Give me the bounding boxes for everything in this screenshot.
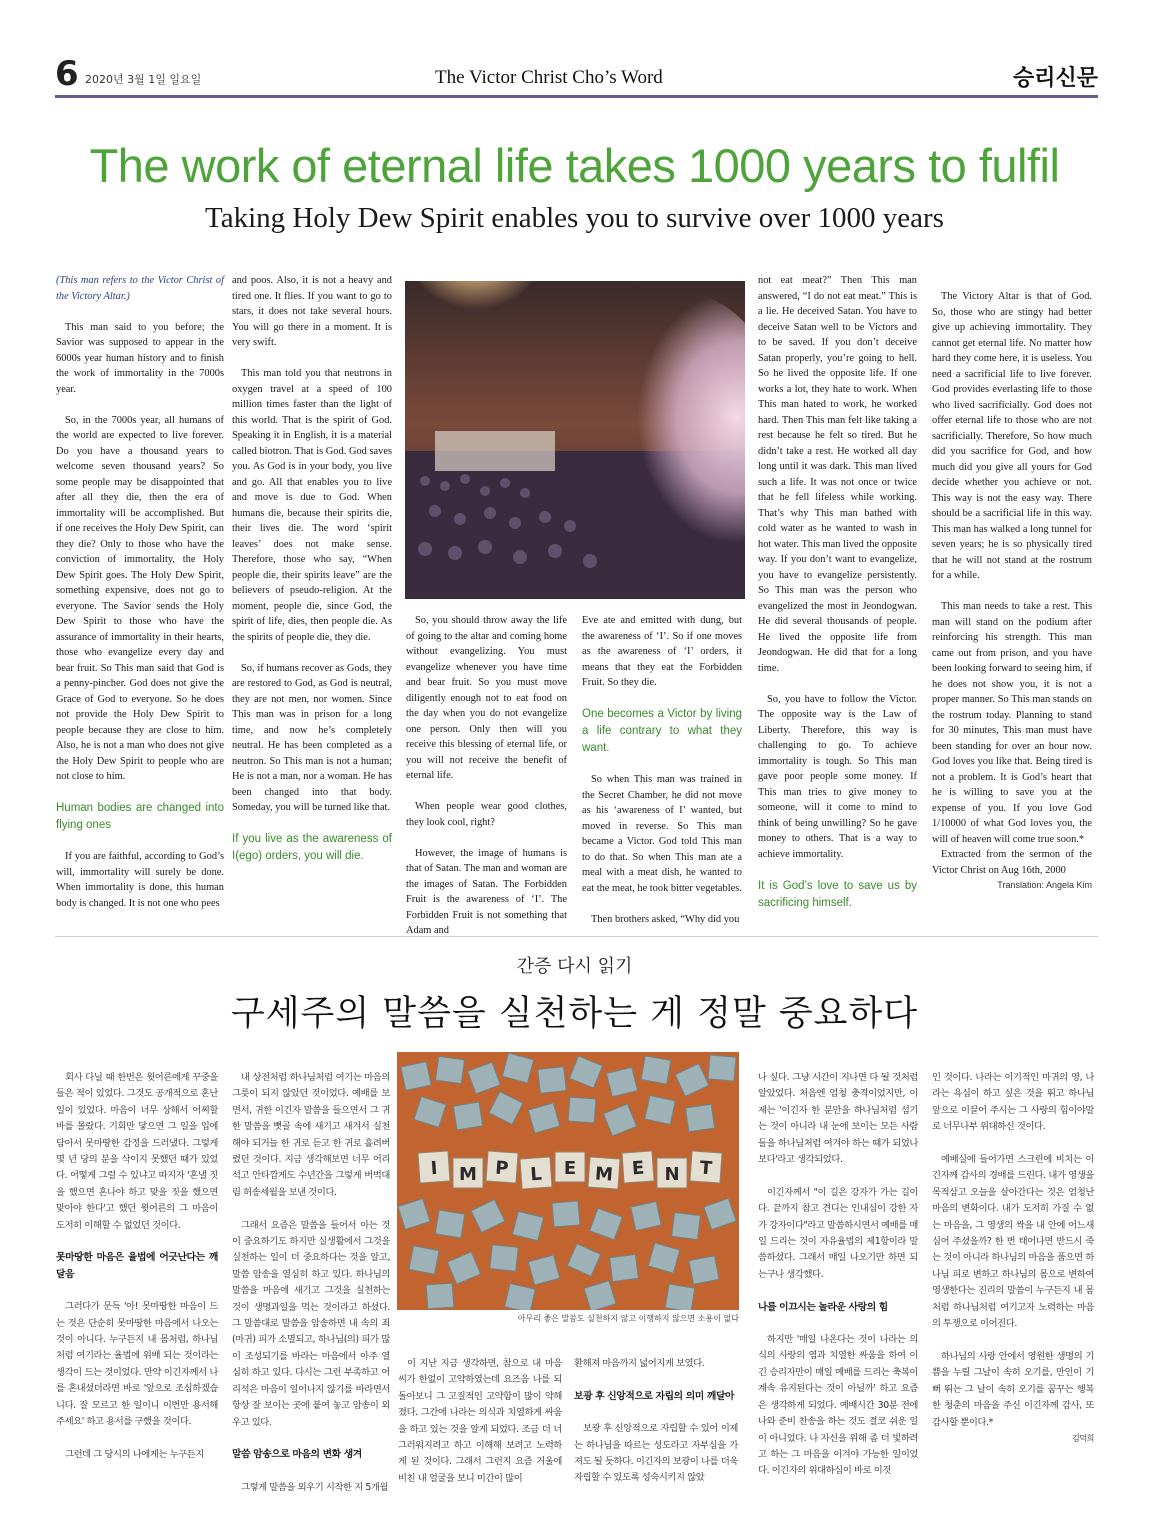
svg-text:N: N xyxy=(664,1164,680,1185)
sermon-hall-image xyxy=(405,281,745,599)
paragraph: 이 지난 지금 생각하면, 참으로 내 마음씨가 한없이 고약하였는데 요즈음 나를 되돌아보니 그 고질적인 고약함이 많이 약해졌다. 그간에 나라는 의식과 치열하게 싸움을 하고 있는 것을 알게 되었다. 조금 더 너그러워지려고 하고 이해해 보려고 노력하게 된 것이다. 그래서 그런지 요즘 거울에 비친 내 얼굴을 보니 미간이 많이 xyxy=(398,1358,562,1484)
author-name: 김덕희 xyxy=(1072,1433,1094,1443)
korean-column-2 xyxy=(232,1070,390,1496)
article-lead: (This man refers to the Victor Christ of the Victory Altar.) xyxy=(56,275,224,302)
section-title: The Victor Christ Cho’s Word xyxy=(435,67,663,88)
photo-caption: 아무리 좋은 말씀도 실천하지 않고 이행하지 않으면 소용이 없다 xyxy=(517,1314,739,1323)
paragraph: 그래서 요즘은 말씀을 들어서 아는 것이 중요하기도 하지만 실생활에서 그것을 실천하는 일이 더 중요하다는 것을 알고, 말씀 암송을 열심히 하고 있다. 하나님의 말씀을 마음에 새기고 그것을 실천하는 것이 생명과일을 먹는 것이라고 하셨다. 그 말씀대로 말씀을 암송하면 내 속의 죄(마귀) 피가 소멸되고, 하나님(의) 피가 많이 조성되기를 바라는 마음에서 아주 열심히 하고 있다. 다시는 그런 부족하고 어리석은 마음이 일어나지 않기를 바라면서 항상 잘 보이는 곳에 붙여 놓고 암송이 외우고 있다. xyxy=(232,1219,390,1428)
paragraph: However, the image of humans is that of Satan. The man and woman are the images of Satan. The Forbidden Fruit is the awareness of ‘I’. The Forbidden Fruit is not something that Adam and xyxy=(406,847,567,936)
paragraph: So, you have to follow the Victor. The opposite way is the Law of Liberty. Therefore, this way is challenging to go. To achieve immortality is tough. So This man gave poor people some money. If This man tries to give money to someone, will it come to mind to think of being unwilling? So he gave money to others. That is a way to achieve immortality. xyxy=(758,693,917,860)
korean-column-1 xyxy=(56,1070,218,1463)
svg-text:T: T xyxy=(699,1157,713,1180)
paragraph: 그렇게 말씀을 외우기 시작한 지 5개월 xyxy=(241,1481,389,1493)
paragraph: 예배실에 들어가면 스크린에 비치는 이긴자께 감사의 경배를 드린다. 내가 영생을 목적삼고 오늘을 살아간다는 것은 엄청난 마음의 변화이다. 내가 도저히 가질 수 없는 마음을, 그 영생의 싹을 내 안에 어느새 심어 주셨을까? 한 번 태어나면 반드시 죽는 것이 아니라 하나님의 마음을 품으면 하나님 피로 변하고 하나님의 몸으로 변하여 영생한다는 진리의 말씀이 누구든지 내 몸처럼 하나님처럼 여기고자 노력하는 마음의 투쟁으로 이어진다. xyxy=(932,1154,1094,1330)
paragraph: 환해져 마음까지 넓어지게 보였다. xyxy=(574,1358,705,1369)
publication-name: 승리신문 xyxy=(1012,66,1098,91)
korean-headline: 구세주의 말씀을 실천하는 게 정말 중요하다 xyxy=(230,994,919,1034)
article-column-5 xyxy=(758,273,917,927)
svg-text:E: E xyxy=(563,1158,577,1179)
paragraph: 보광 후 신앙적으로 자립할 수 있어 이제는 하나님을 따르는 성도라고 자부심을 가져도 될 듯하다. 이긴자의 보광이 나를 더욱 자립할 수 있도록 성숙시키지 않았 xyxy=(574,1423,738,1484)
paragraph: 그런데 그 당시의 나에게는 누구든지 xyxy=(65,1448,204,1460)
implement-photo xyxy=(397,1052,739,1310)
headline: The work of eternal life takes 1000 years to fulfil xyxy=(89,139,1060,192)
article-column-3 xyxy=(406,613,567,939)
korean-column-6 xyxy=(932,1070,1094,1464)
issue-date: 2020년 3월 1일 일요일 xyxy=(85,73,202,86)
paragraph: 회사 다닐 때 한번은 윗어른에게 꾸중을 들은 적이 있었다. 그것도 공개적으로 혼난 일이 있었다. 마음이 너무 상해서 어찌할 바를 몰랐다. 기회만 닿으면 그 일을 입에 담아서 못마땅한 감정을 드러냈다. 그렇게 몇 년 당의 분을 삭이지 못했던 때가 있었다. 어떻게 그럴 수 있냐고 따지자 '혼낼 짓을 했으면 혼나야 하고 맞을 짓을 했으면 맞아야 한다'고 했던 윗어른의 그 마음이 도저히 이해할 수 없었던 것이다. xyxy=(56,1072,218,1231)
article-column-6 xyxy=(932,289,1092,894)
paragraph: If you are faithful, according to God’s will, immortality will surely be done. When immortality is done, this human body is changed. It is not one who pees xyxy=(56,851,224,909)
letter-tile xyxy=(486,1151,518,1183)
scrabble-tiles-image xyxy=(397,1052,739,1310)
subheading: 못마땅한 마음은 율법에 어긋난다는 깨달음 xyxy=(56,1252,218,1280)
svg-text:I: I xyxy=(430,1157,439,1180)
paragraph: Eve ate and emitted with dung, but the awareness of ‘I’. So if one moves as the awareness of ‘I’ orders, it means that they eat the Forbidden Fruit. So they die. xyxy=(582,615,742,688)
subheading: Human bodies are changed into flying ones xyxy=(56,802,224,831)
paragraph: When people wear good clothes, they look cool, right? xyxy=(406,801,567,828)
korean-column-3 xyxy=(398,1356,562,1487)
paragraph: and poos. Also, it is not a heavy and tired one. It flies. If you want to go to stars, it does not take several hours. You will go there in a moment. It is very swift. xyxy=(232,275,392,348)
paragraph: Then brothers asked, “Why did you xyxy=(591,913,740,925)
subheading: 보광 후 신앙적으로 자립의 의미 깨달아 xyxy=(574,1390,735,1402)
article-column-1 xyxy=(56,273,224,911)
article-column-2 xyxy=(232,273,392,880)
letter-tile xyxy=(520,1157,552,1189)
svg-text:L: L xyxy=(529,1163,543,1186)
paragraph: So, if humans recover as Gods, they are restored to God, as God is neutral, they are not men, nor women. Since This man was in prison for a long time, and now he’s completely neutral. He has been completed as a neutron. So This man is not a human; He is not a man, nor a woman. He has been changed into that body. Someday, you will be turned like that. xyxy=(232,662,392,813)
section-divider xyxy=(55,936,1098,937)
letter-tile xyxy=(588,1157,620,1189)
paragraph: So when This man was trained in the Secret Chamber, he did not move as his ‘awareness of I’ wanted, but moved in reverse. So This man became a Victor. God told This man to do that. So when This man ate a meal with a meat dish, he wanted to eat the meat, he took bitter vegetables. xyxy=(582,774,742,894)
svg-text:P: P xyxy=(494,1157,510,1180)
paragraph: 하지만 '매일 나온다는 것이 나라는 의식의 사랑의 염과 치열한 싸움을 하여 이긴 승리자만이 매일 예배를 드리는 축복이 계속 유지된다는 것이 아닐까' 하고 요즘은 생각하게 되었다. 예배시간 30분 전에 나와 준비 찬송을 하는 것도 결코 쉬운 일이 아니었다. 나 자신을 위해 좀 더 빛하려고 하는 그 마음을 이겨야 가능한 일이었다. 이긴자의 위대하심이 바로 이것 xyxy=(758,1334,918,1477)
paragraph: 하나님의 사랑 안에서 영원한 생명의 기쁨을 누릴 그날이 속히 오기를, 만인이 기뻐 뛰는 그 날이 속히 오기를 꿈꾸는 행복한 청춘의 마음을 주신 이긴자께 감사, 또 감사할 뿐이다.* xyxy=(932,1350,1094,1428)
paragraph: 인 것이다. 나라는 이기적인 마귀의 영, 나라는 욕심이 하고 싶은 것을 뛰고 하나님 앞으로 이끌어 주시는 그 사랑의 힘이야말로 너무나부 위대하신 것이다. xyxy=(932,1072,1094,1133)
translator-credit: Translation: Angela Kim xyxy=(997,880,1092,890)
subheading: If you live as the awareness of I(ego) orders, you will die. xyxy=(232,833,392,862)
subheading: It is God’s love to save us by sacrificing himself. xyxy=(758,879,917,909)
subheadline: Taking Holy Dew Spirit enables you to survive over 1000 years xyxy=(205,202,944,234)
paragraph: 나 싶다. 그냥 시간이 지나면 다 될 것처럼 알았었다. 처음엔 엄청 충격이었지만, 이제는 '이긴자 한 분만을 하나님처럼 섬기는 것이 아니라 내 눈에 보이는 모든 사람들을 하나님처럼 여겨야 하는 때가 되었나보다'라고 생각되었다. xyxy=(758,1072,918,1166)
paragraph: This man needs to take a rest. This man will stand on the podium after reinforcing his strength. This man came out from prison, and you have been looking forward to seeing him, if he does not show you, it is not a proper manner. So This man stands on the rostrum today. Planning to stand for 30 minutes, This man must have been standing for over an hour now. God loves you like that. Being tired is not a problem. It is God’s heart that he is willing to save you at the expense of you. If you love God 1/10000 of what God loves you, the will of heaven will come true soon.* xyxy=(932,601,1092,845)
letter-tile xyxy=(690,1151,722,1183)
paragraph: The Victory Altar is that of God. So, those who are stingy had better give up achieving immortality. They cannot get eternal life. No matter how hard they come here, it is useless. You need a sacrificial life to live forever. God provides everlasting life to those who lived sacrificially. God does not offer eternal life to those who are not sacrificially. Therefore, So how much did you sacrifice for God, and how much did you give all yours for God decide whether you achieve or not. This way is not the easy way. There should be a sacrificial life in this way. This man has walked a long tunnel for seven years; he is so physically tired that he will not stand at the rostrum for a while. xyxy=(932,291,1092,581)
paragraph: This man told you that neutrons in oxygen travel at a speed of 100 million times faster than the light of this world. That is the spirit of God. Speaking it in English, it is a material called biotron. That is God. God saves you. As God is in your body, you live and go. All that enables you to live and move is due to God. When humans die, because their spirits die, their lives die. The word ‘spirit leaves’ does not make sense. Therefore, those who say, “When people die, their spirits leave” are the believers of pseudo-religion. At the moment, people die, since God, the spirit of life, dies, then people die. As the spirits of people die, they die. xyxy=(232,368,392,643)
korean-column-4 xyxy=(574,1356,738,1487)
korean-column-5 xyxy=(758,1070,918,1480)
section-kicker: 간증 다시 읽기 xyxy=(516,956,633,977)
header-rule xyxy=(55,95,1098,98)
svg-text:M: M xyxy=(594,1163,614,1186)
paragraph: So, you should throw away the life of going to the altar and coming home without evangelizing. You must evangelize whenever you have time and bear fruit. So you must move diligently enough not to eat food on the day when you do not evangelize one person. Only then will you receive this blessing of eternal life, or you will not receive the benefit of eternal life. xyxy=(406,615,567,781)
letter-tile xyxy=(418,1151,450,1183)
svg-text:E: E xyxy=(631,1157,645,1180)
paragraph: not eat meat?” Then This man answered, “I do not eat meat.” This is a lie. He deceived Satan. You have to deceive Satan well to be Victors and to be saved. If you don’t deceive Satan properly, you’re going to hell. So he lived the opposite life. If one works a lot, they hate to work. When This man hated to work, he worked hard. Then This man felt like taking a rest because he felt so tired. But he didn’t take a rest. He worked all day long until it was dark. This man lived such a life. It was not once or twice that he fell lifeless while working. That’s why This man bathed with cold water as he wanted to wash in hot water. This man lived the opposite way. If you don’t want to evangelize, you have to evangelize persistently. So This man was the person who evangelized the most in Jeondogwan. He did several thousands of people. He lived the opposite life from Jeondogwan. He did that for a long time. xyxy=(758,275,917,674)
article-column-4 xyxy=(582,613,742,927)
paragraph: 그러다가 문득 '아! 못마땅한 마음이 드는 것은 단순히 못마땅한 마음에서 나오는 것이 아니다. 누구든지 내 몸처럼, 하나님처럼 여기라는 율법에 위배 되는 것이라는 생각이 드는 것이었다. 만약 이긴자께서 나를 혼내셨더라면 바로 '앞으로 조심하겠습니다. 잘 모르고 한 일이니 이번만 용서해주세요' 하고 용서를 구했을 것이다. xyxy=(56,1301,218,1428)
paragraph: 이긴자께서 "이 길은 강자가 가는 길이다. 끝까지 참고 견디는 인내심이 강한 자가 강자이다"라고 말씀하시면서 예배를 매일 드리는 것이 자유율법의 제1항이라 말씀하셨다. 그래서 매일 나오기만 하면 되는구나 생각했다. xyxy=(758,1186,918,1280)
subheading: One becomes a Victor by living a life contrary to what they want. xyxy=(582,708,742,754)
svg-text:M: M xyxy=(459,1164,477,1185)
subheading: 나를 이끄시는 놀라운 사랑의 힘 xyxy=(758,1301,888,1313)
letter-tile xyxy=(555,1152,585,1182)
page-number: 6 xyxy=(55,54,79,94)
letter-tile xyxy=(453,1158,483,1188)
page-header xyxy=(55,55,1098,95)
letter-tile xyxy=(657,1158,687,1188)
source-note: Extracted from the sermon of the Victor Christ on Aug 16th, 2000 xyxy=(932,849,1092,876)
paragraph: This man said to you before; the Savior was supposed to appear in the 6000s year human history and to finish the work of immortality in the 7000s year. xyxy=(56,321,224,395)
sermon-photo xyxy=(405,281,745,599)
subheading: 말씀 암송으로 마음의 변화 생겨 xyxy=(232,1449,362,1461)
paragraph: 내 상전처럼 하나님처럼 여기는 마음의 그릇이 되지 않았던 것이었다. 예배를 보면서, 귀한 이긴자 말씀을 들으면서 그 귀한 말씀을 뼛골 속에 새기고 새겨서 실천해야 되거늘 한 귀로 듣고 한 귀로 흘려버렸던 것이다. 지금 생각해보면 너무 어리석고 안타깝게도 수년간을 그렇게 버벅대림 허송세월을 보낸 것이다. xyxy=(232,1072,390,1198)
letter-tile xyxy=(622,1151,654,1183)
paragraph: So, in the 7000s year, all humans of the world are expected to live forever. Do you have a thousand years to welcome seven thousand years? So some people may be disappointed that after all they die, then the era of immortality will be accomplished. But if one receives the Holy Dew Spirit, can they die? Only to those who have the conviction of immortality, the Holy Dew Spirit goes. The Holy Dew Spirit, something expensive, does not go to everyone. The Savior sends the Holy Dew Spirit to those who have the assurance of immortality in their hearts, those who evangelize every day and bear fruit. So This man said that God is a penny-pincher. God does not give the Grace of God to everyone. So he does not provide the Holy Dew Spirit to people because they are close to him. Also, he is not a man who does not give the Holy Dew Spirit to people who are not close to him. xyxy=(56,414,224,782)
